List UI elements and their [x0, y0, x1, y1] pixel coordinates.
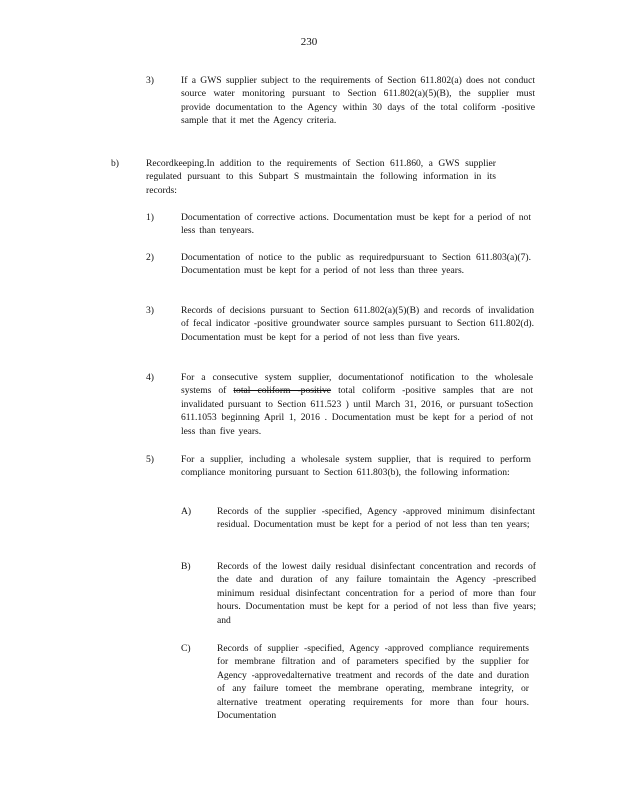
item-marker: 3) — [146, 75, 154, 86]
subitem-marker: C) — [181, 643, 191, 654]
subitem-marker: B) — [181, 561, 191, 572]
item-text: Documentation of notice to the public as requiredpursuant to Section 611.803(a)(7). Documentation must be kept for a period of not less than three years. — [181, 252, 531, 277]
item-text: Records of decisions pursuant to Section 611.802(a)(5)(B) and records of invalidation of fecal indicator -positive groundwater source samples pursuant to Section 611.802(d). Documentation must be kept for a period of not less than five years. — [181, 305, 534, 343]
item-text — [181, 371, 533, 438]
item-text: Documentation of corrective actions. Documentation must be kept for a period of not less than tenyears. — [181, 212, 531, 237]
item-text: If a GWS supplier subject to the requirements of Section 611.802(a) does not conduct source water monitoring pursuant to Section 611.802(a)(5)(B), the supplier must provide documentation to the Agency within 30 days of the total coliform -positive sample that it met the Agency criteria. — [181, 75, 535, 127]
subitem-marker: A) — [181, 506, 192, 517]
item-marker: 2) — [146, 252, 154, 263]
item-marker: 4) — [146, 372, 154, 383]
item-text: For a supplier, including a wholesale system supplier, that is required to perform compliance monitoring pursuant to Section 611.803(b), the following information: — [181, 454, 531, 479]
subitem-text: Records of supplier -specified, Agency -approved compliance requirements for membrane filtration and of parameters specified by the supplier for Agency -approvedalternative treatment and records of the date and duration of any failure tomeet the membrane operating, membrane integrity, or alternative treatment operating requirements for more than four hours. Documentation — [217, 643, 529, 722]
item-marker: 1) — [146, 212, 154, 223]
struck-text: total coliform -positive — [233, 385, 332, 397]
item-text-after: total coliform -positive samples that are not invalidated pursuant to Section 611.523 ) until March 31, 2016, or pursuant toSection 611.1053 beginning April 1, 2016 . Documentation must be kept for a period of not less than five years. — [181, 385, 534, 437]
item-text-before: For a consecutive system supplier, documentationof notification to the wholesale systems of — [181, 372, 533, 397]
section-intro-text: Recordkeeping.In addition to the requirements of Section 611.860, a GWS supplier regulated pursuant to this Subpart S mustmaintain the following information in its records: — [146, 158, 496, 196]
subitem-text: Records of the supplier -specified, Agency -approved minimum disinfectant residual. Documentation must be kept for a period of not less than ten years; — [217, 506, 535, 531]
item-marker: 5) — [146, 454, 154, 465]
subitem-text: Records of the lowest daily residual disinfectant concentration and records of the date and duration of any failure tomaintain the Agency -prescribed minimum residual disinfectant concentration for a period of more than four hours. Documentation must be kept for a period of not less than five years; and — [217, 561, 536, 626]
item-marker: 3) — [146, 305, 154, 316]
section-marker: b) — [111, 158, 119, 169]
page-number: 230 — [300, 36, 318, 48]
